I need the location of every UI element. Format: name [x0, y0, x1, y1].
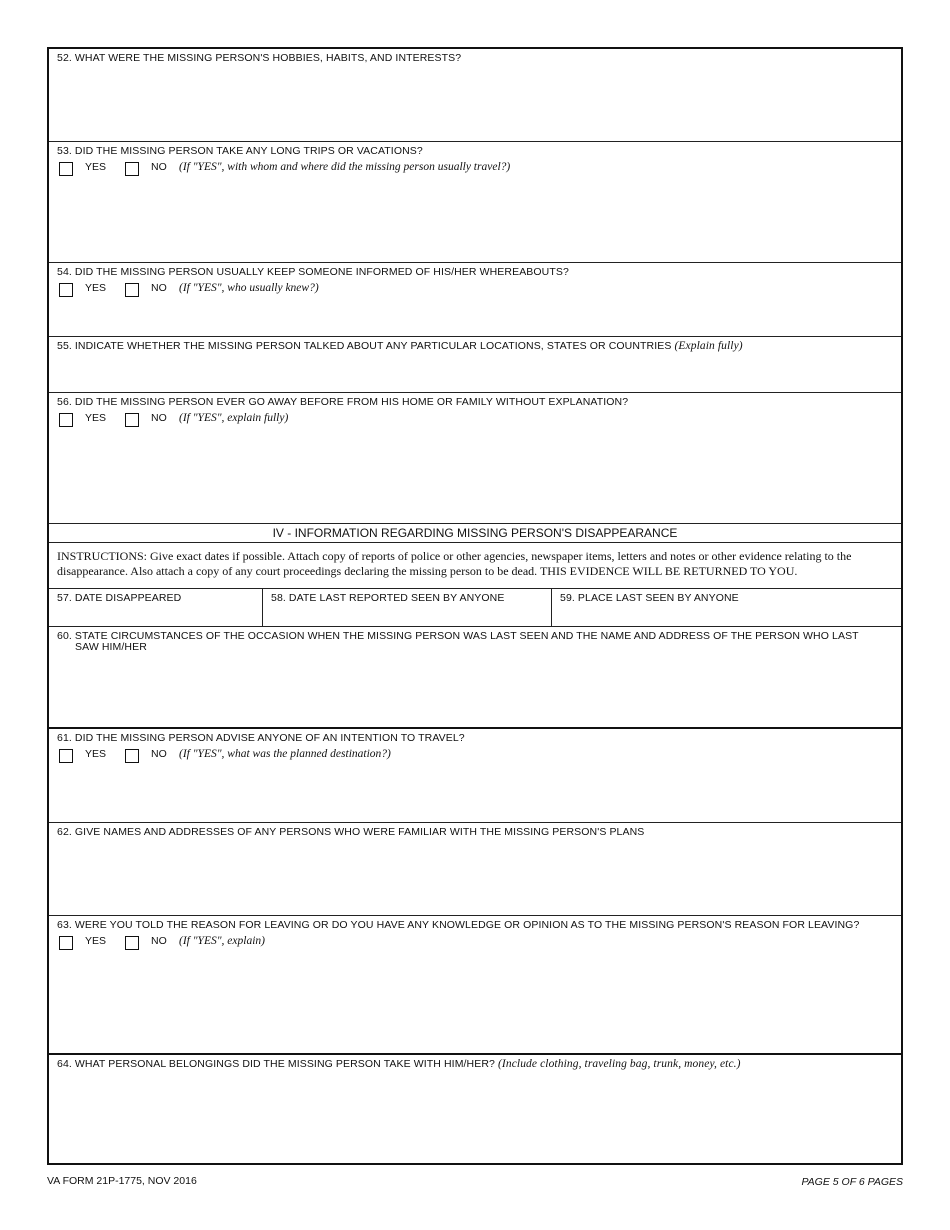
q56-hint: (If "YES", explain fully)	[179, 412, 289, 424]
section-4-title: IV - INFORMATION REGARDING MISSING PERSON'S DISAPPEARANCE	[272, 526, 678, 540]
q61-hint: (If "YES", what was the planned destination?)	[179, 748, 391, 760]
q60-section[interactable]	[49, 627, 901, 729]
q55-label: 55. INDICATE WHETHER THE MISSING PERSON TALKED ABOUT ANY PARTICULAR LOCATIONS, STATES OR COUNTRIES	[57, 340, 672, 352]
q56-no-label: NO	[151, 412, 167, 424]
q52-section[interactable]	[49, 49, 901, 142]
q57-field[interactable]	[49, 589, 263, 627]
q54-no-checkbox[interactable]	[125, 283, 139, 297]
q62-label: 62. GIVE NAMES AND ADDRESSES OF ANY PERSONS WHO WERE FAMILIAR WITH THE MISSING PERSON'S PLANS	[57, 826, 645, 838]
form-page	[47, 47, 903, 1165]
q56-yes-checkbox[interactable]	[59, 413, 73, 427]
q56-yes-label: YES	[85, 412, 107, 424]
q63-no-label: NO	[151, 935, 167, 947]
q54-hint: (If "YES", who usually knew?)	[179, 282, 319, 294]
q56-section[interactable]	[49, 393, 901, 524]
form-id: VA FORM 21P-1775, NOV 2016	[47, 1175, 197, 1187]
q63-yes-checkbox[interactable]	[59, 936, 73, 950]
q61-label: 61. DID THE MISSING PERSON ADVISE ANYONE OF AN INTENTION TO TRAVEL?	[57, 732, 465, 744]
q54-yes-checkbox[interactable]	[59, 283, 73, 297]
q62-section[interactable]	[49, 823, 901, 916]
q61-no-label: NO	[151, 748, 167, 760]
q56-no-checkbox[interactable]	[125, 413, 139, 427]
q61-section[interactable]	[49, 729, 901, 823]
q55-hint: (Explain fully)	[674, 340, 743, 352]
q53-no-checkbox[interactable]	[125, 162, 139, 176]
q57-59-row	[49, 589, 901, 627]
q58-field[interactable]	[263, 589, 552, 627]
q57-label: 57. DATE DISAPPEARED	[57, 592, 182, 604]
q63-yes-label: YES	[85, 935, 107, 947]
section-4-header	[49, 524, 901, 543]
q53-yes-checkbox[interactable]	[59, 162, 73, 176]
section-4-instructions-box	[49, 543, 901, 589]
q58-label: 58. DATE LAST REPORTED SEEN BY ANYONE	[271, 592, 505, 604]
q59-field[interactable]	[552, 589, 901, 627]
q55-question	[57, 340, 743, 352]
q61-yes-checkbox[interactable]	[59, 749, 73, 763]
q63-no-checkbox[interactable]	[125, 936, 139, 950]
q63-section[interactable]	[49, 916, 901, 1055]
q63-label: 63. WERE YOU TOLD THE REASON FOR LEAVING OR DO YOU HAVE ANY KNOWLEDGE OR OPINION AS TO THE MISSING PERSON'S REASON FOR LEAVING?	[57, 919, 860, 931]
q64-question	[57, 1058, 741, 1070]
q56-label: 56. DID THE MISSING PERSON EVER GO AWAY BEFORE FROM HIS HOME OR FAMILY WITHOUT EXPLANATION?	[57, 396, 629, 408]
q64-label: 64. WHAT PERSONAL BELONGINGS DID THE MISSING PERSON TAKE WITH HIM/HER?	[57, 1058, 495, 1070]
q55-section[interactable]	[49, 337, 901, 393]
q53-label: 53. DID THE MISSING PERSON TAKE ANY LONG TRIPS OR VACATIONS?	[57, 145, 423, 157]
q53-hint: (If "YES", with whom and where did the missing person usually travel?)	[179, 161, 511, 173]
q64-section[interactable]	[49, 1055, 901, 1163]
q61-yes-label: YES	[85, 748, 107, 760]
q54-yes-label: YES	[85, 282, 107, 294]
q54-label: 54. DID THE MISSING PERSON USUALLY KEEP SOMEONE INFORMED OF HIS/HER WHEREABOUTS?	[57, 266, 569, 278]
q52-label: 52. WHAT WERE THE MISSING PERSON'S HOBBIES, HABITS, AND INTERESTS?	[57, 52, 462, 64]
q53-yes-label: YES	[85, 161, 107, 173]
page-number: PAGE 5 OF 6 PAGES	[801, 1176, 903, 1188]
q60-label: 60. STATE CIRCUMSTANCES OF THE OCCASION WHEN THE MISSING PERSON WAS LAST SEEN AND THE NAME AND ADDRESS OF THE PERSON WHO LAST	[57, 630, 859, 642]
q54-no-label: NO	[151, 282, 167, 294]
q54-section[interactable]	[49, 263, 901, 337]
q61-no-checkbox[interactable]	[125, 749, 139, 763]
q53-no-label: NO	[151, 161, 167, 173]
section-4-instructions: INSTRUCTIONS: Give exact dates if possible. Attach copy of reports of police or other agencies, newspaper items, letters and notes or other evidence relating to the disappearance. Also attach a copy of any court proceedings declaring the missing person to be dead. THIS EVIDENCE WILL BE RETURNED TO YOU.	[57, 549, 852, 578]
q64-hint: (Include clothing, traveling bag, trunk, money, etc.)	[498, 1058, 741, 1070]
q59-label: 59. PLACE LAST SEEN BY ANYONE	[560, 592, 739, 604]
q53-section[interactable]	[49, 142, 901, 263]
q60-label-continued: SAW HIM/HER	[75, 641, 147, 653]
q63-hint: (If "YES", explain)	[179, 935, 265, 947]
